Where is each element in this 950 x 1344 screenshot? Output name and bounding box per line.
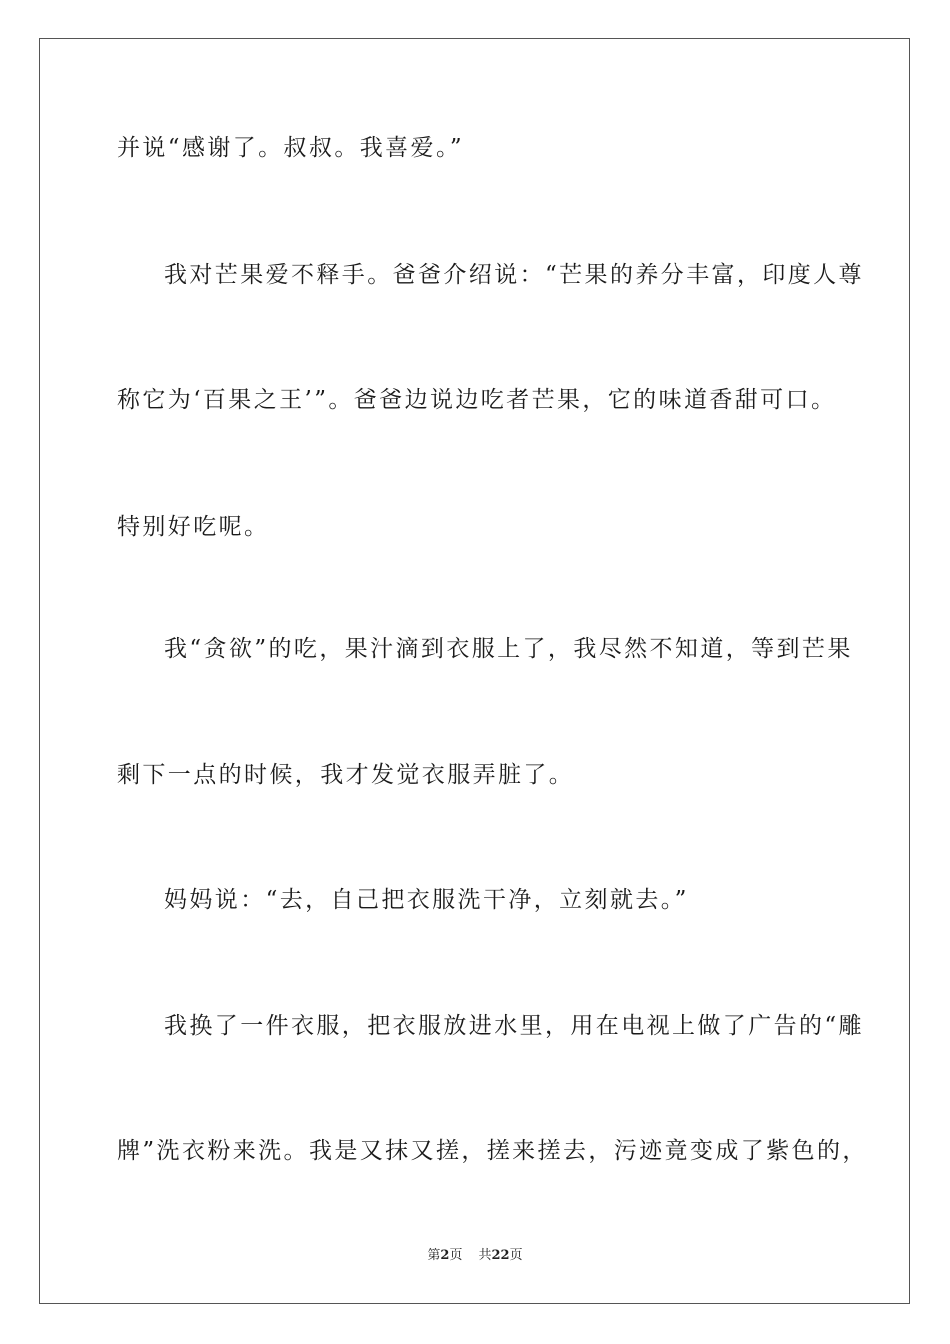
text-line-2: 我对芒果爱不释手。爸爸介绍说：“芒果的养分丰富，印度人尊 (164, 262, 864, 288)
text-line-5: 我“贪欲”的吃，果汁滴到衣服上了，我尽然不知道，等到芒果 (164, 636, 853, 662)
text-line-3: 称它为‘百果之王’”。爸爸边说边吃者芒果，它的味道香甜可口。 (117, 387, 837, 413)
text-line-9: 牌”洗衣粉来洗。我是又抹又搓，搓来搓去，污迹竟变成了紫色的， (117, 1138, 868, 1164)
page-footer (0, 1247, 950, 1265)
footer-total-suffix: 页 (509, 1248, 523, 1263)
footer-page-prefix: 第 (427, 1248, 441, 1263)
footer-page-number: 2 (440, 1248, 450, 1263)
text-line-6: 剩下一点的时候，我才发觉衣服弄脏了。 (117, 762, 575, 788)
text-line-4: 特别好吃呢。 (117, 514, 270, 540)
text-line-1: 并说“感谢了。叔叔。我喜爱。” (117, 135, 465, 161)
footer-total-prefix: 共 (478, 1248, 492, 1263)
footer-page-suffix: 页 (449, 1248, 463, 1263)
footer-total-pages: 22 (491, 1248, 510, 1263)
page-border (39, 38, 910, 1304)
text-line-8: 我换了一件衣服，把衣服放进水里，用在电视上做了广告的“雕 (164, 1013, 864, 1039)
text-line-7: 妈妈说：“去，自己把衣服洗干净，立刻就去。” (164, 887, 689, 913)
